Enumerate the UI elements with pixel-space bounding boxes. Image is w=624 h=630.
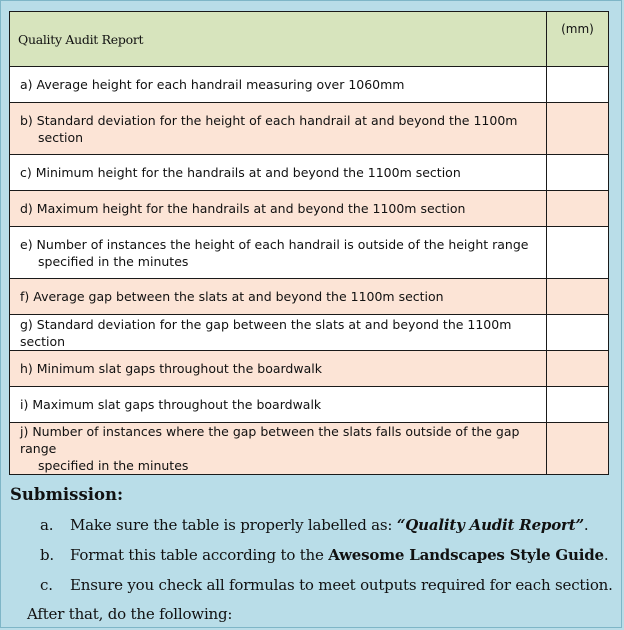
table-row	[10, 155, 609, 191]
row-label: a) Average height for each handrail measuring over 1060mm	[10, 67, 547, 103]
row-label: f) Average gap between the slats at and beyond the 1100m section	[10, 279, 547, 315]
table-row	[10, 227, 609, 279]
row-label: c) Minimum height for the handrails at and beyond the 1100m section	[10, 155, 547, 191]
submission-list	[10, 510, 615, 600]
list-letter: b.	[40, 546, 54, 564]
table-row	[10, 279, 609, 315]
table-row	[10, 103, 609, 155]
row-label: e) Number of instances the height of each handrail is outside of the height range specified in the minutes	[10, 227, 547, 279]
list-letter: c.	[40, 576, 53, 594]
value-cell[interactable]	[547, 227, 609, 279]
table-row	[10, 423, 609, 475]
row-label: b) Standard deviation for the height of each handrail at and beyond the 1100m section	[10, 103, 547, 155]
after-text: After that, do the following:	[27, 605, 233, 623]
row-label: d) Maximum height for the handrails at and beyond the 1100m section	[10, 191, 547, 227]
table-row	[10, 315, 609, 351]
quality-audit-table	[9, 11, 609, 475]
table-title: Quality Audit Report	[10, 12, 547, 67]
list-item: b. Format this table according to the Awesome Landscapes Style Guide.	[10, 540, 615, 570]
value-cell[interactable]	[547, 103, 609, 155]
value-cell[interactable]	[547, 279, 609, 315]
value-cell[interactable]	[547, 315, 609, 351]
table-header-row	[10, 12, 609, 67]
value-cell[interactable]	[547, 155, 609, 191]
value-cell[interactable]	[547, 387, 609, 423]
submission-section	[10, 485, 615, 626]
value-cell[interactable]	[547, 191, 609, 227]
table-row	[10, 387, 609, 423]
table-row	[10, 67, 609, 103]
row-label: g) Standard deviation for the gap between the slats at and beyond the 1100m section	[10, 315, 547, 351]
row-label: j) Number of instances where the gap between the slats falls outside of the gap range specified in the minutes	[10, 423, 547, 475]
row-label: h) Minimum slat gaps throughout the boardwalk	[10, 351, 547, 387]
row-label: i) Maximum slat gaps throughout the boardwalk	[10, 387, 547, 423]
value-cell[interactable]	[547, 67, 609, 103]
list-letter: a.	[40, 516, 54, 534]
value-cell[interactable]	[547, 351, 609, 387]
list-item: c. Ensure you check all formulas to meet outputs required for each section.	[10, 570, 615, 600]
value-cell[interactable]	[547, 423, 609, 475]
table-row	[10, 351, 609, 387]
table-row	[10, 191, 609, 227]
submission-heading: Submission:	[10, 485, 124, 504]
list-item: a. Make sure the table is properly labelled as: “Quality Audit Report”.	[10, 510, 615, 540]
unit-header: (mm)	[547, 12, 609, 67]
